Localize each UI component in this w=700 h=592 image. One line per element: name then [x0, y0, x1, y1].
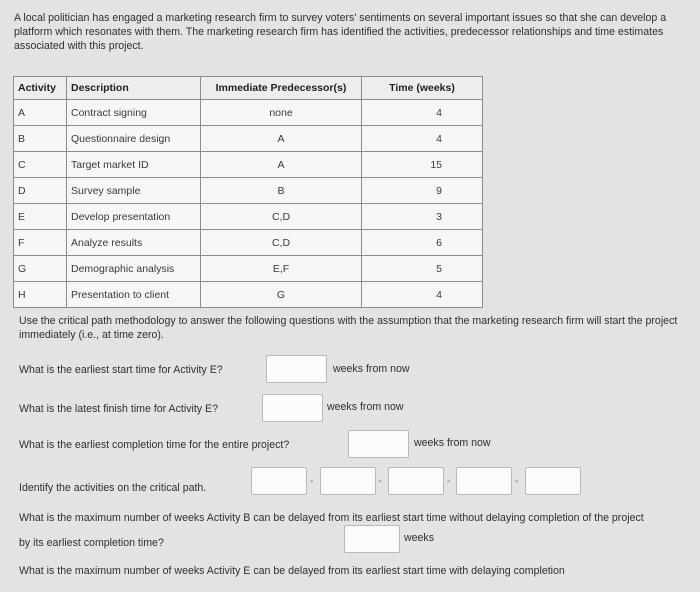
cell-description: Analyze results	[67, 230, 201, 256]
table-row	[14, 256, 483, 282]
unit-label: weeks from now	[333, 363, 410, 375]
cell-description: Survey sample	[67, 178, 201, 204]
table-row	[14, 230, 483, 256]
dash: -	[447, 476, 451, 487]
dash: -	[378, 476, 382, 487]
cell-description: Develop presentation	[67, 204, 201, 230]
cell-predecessors: B	[201, 178, 362, 204]
unit-label: weeks	[404, 532, 435, 544]
header-time: Time (weeks)	[362, 77, 483, 100]
question-earliest-completion: What is the earliest completion time for the entire project?	[19, 439, 290, 451]
cell-predecessors: C,D	[201, 230, 362, 256]
cell-description: Presentation to client	[67, 282, 201, 308]
cell-activity: E	[14, 204, 67, 230]
question-delay-e: What is the maximum number of weeks Activity E can be delayed from its earliest start time with delaying completion	[19, 565, 565, 577]
question-earliest-start-e: What is the earliest start time for Activity E?	[19, 364, 223, 376]
question-critical-path: Identify the activities on the critical path.	[19, 482, 207, 494]
header-description: Description	[67, 77, 201, 100]
cell-activity: C	[14, 152, 67, 178]
instructions: Use the critical path methodology to answer the following questions with the assumption that the marketing research firm will start the project immediately (i.e., at time zero).	[19, 315, 678, 341]
table-header-row	[14, 77, 483, 100]
question-latest-finish-e: What is the latest finish time for Activity E?	[19, 403, 218, 415]
table-row	[14, 100, 483, 126]
critical-path-input-1[interactable]	[251, 467, 307, 495]
cell-predecessors: E,F	[201, 256, 362, 282]
question-delay-b: What is the maximum number of weeks Activity B can be delayed from its earliest start time without delaying completion of the project by its earliest completion time?	[19, 512, 644, 549]
cell-time: 4	[362, 100, 483, 126]
answer-latest-finish-e[interactable]	[262, 394, 323, 422]
dash: -	[310, 476, 314, 487]
cell-time: 9	[362, 178, 483, 204]
cell-predecessors: none	[201, 100, 362, 126]
problem-intro: A local politician has engaged a marketing research firm to survey voters' sentiments on several important issues so that she can develop a platform which resonates with them. The marketing research firm has identified the activities, predecessor relationships and time estimates associated with this project.	[14, 12, 667, 52]
answer-delay-b[interactable]	[344, 525, 400, 553]
answer-earliest-completion[interactable]	[348, 430, 409, 458]
cell-activity: F	[14, 230, 67, 256]
cell-activity: H	[14, 282, 67, 308]
unit-label: weeks from now	[414, 437, 491, 449]
cell-time: 15	[362, 152, 483, 178]
cell-activity: B	[14, 126, 67, 152]
cell-predecessors: G	[201, 282, 362, 308]
table-row	[14, 126, 483, 152]
table-row	[14, 204, 483, 230]
critical-path-input-5[interactable]	[525, 467, 581, 495]
cell-predecessors: A	[201, 152, 362, 178]
critical-path-input-4[interactable]	[456, 467, 512, 495]
answer-earliest-start-e[interactable]	[266, 355, 327, 383]
dash: -	[515, 476, 519, 487]
cell-time: 4	[362, 126, 483, 152]
cell-time: 3	[362, 204, 483, 230]
header-predecessors: Immediate Predecessor(s)	[201, 77, 362, 100]
cell-description: Questionnaire design	[67, 126, 201, 152]
cell-activity: G	[14, 256, 67, 282]
activity-table	[13, 76, 483, 308]
cell-predecessors: C,D	[201, 204, 362, 230]
cell-description: Demographic analysis	[67, 256, 201, 282]
critical-path-input-3[interactable]	[388, 467, 444, 495]
header-activity: Activity	[14, 77, 67, 100]
table-row	[14, 282, 483, 308]
cell-time: 5	[362, 256, 483, 282]
cell-description: Target market ID	[67, 152, 201, 178]
cell-activity: D	[14, 178, 67, 204]
cell-description: Contract signing	[67, 100, 201, 126]
cell-activity: A	[14, 100, 67, 126]
unit-label: weeks from now	[327, 401, 404, 413]
cell-predecessors: A	[201, 126, 362, 152]
table-row	[14, 178, 483, 204]
cell-time: 6	[362, 230, 483, 256]
critical-path-input-2[interactable]	[320, 467, 376, 495]
table-row	[14, 152, 483, 178]
cell-time: 4	[362, 282, 483, 308]
